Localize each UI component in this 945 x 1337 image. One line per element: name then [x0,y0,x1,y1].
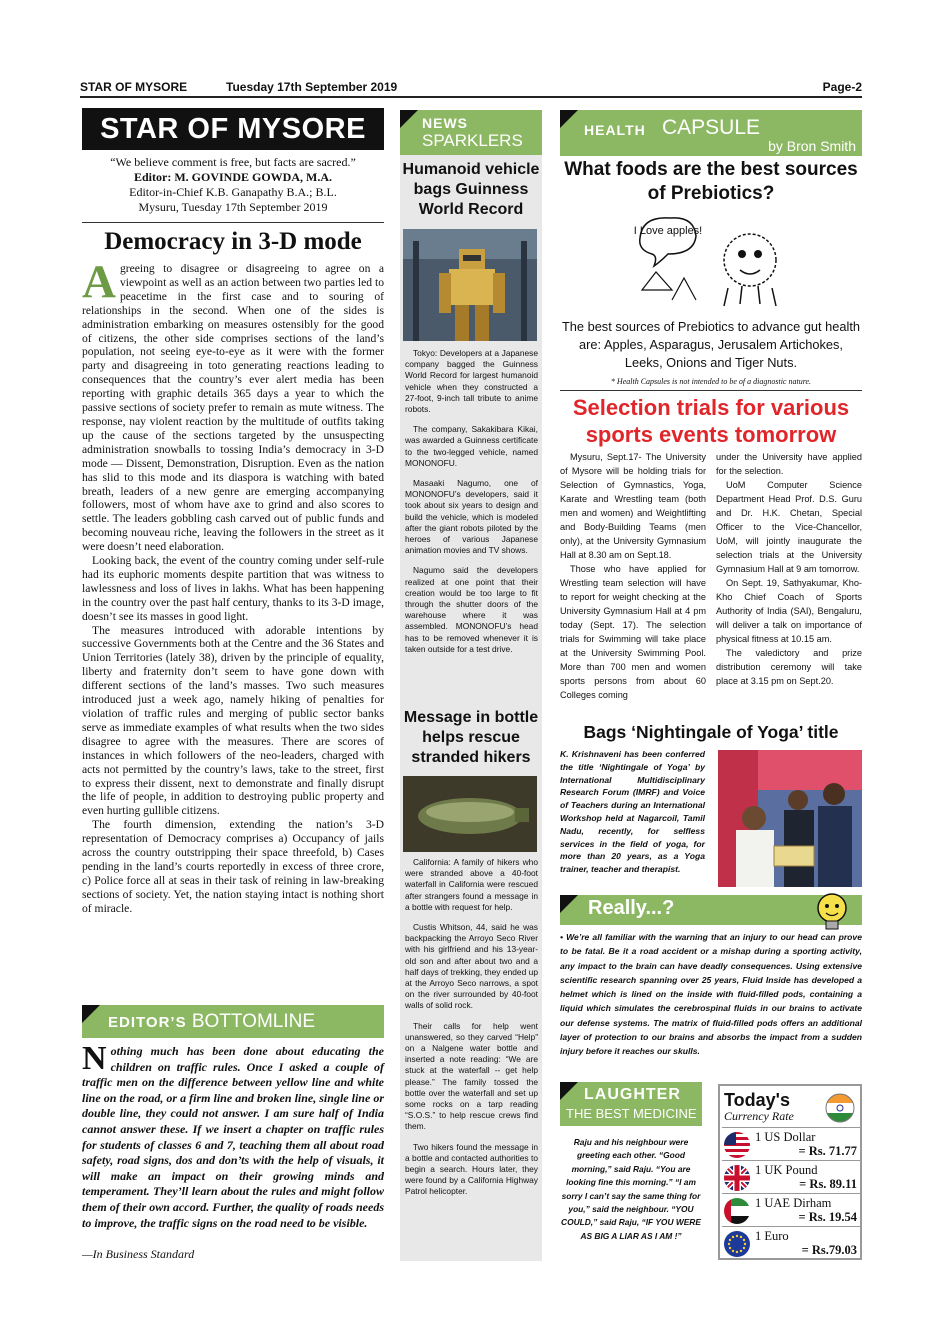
issue-date: Tuesday 17th September 2019 [226,80,398,94]
uk-flag-icon [723,1164,751,1192]
currency-value: = Rs.79.03 [801,1243,857,1257]
currency-name: 1 UAE Dirham [755,1196,832,1210]
drop-cap: N [82,1040,107,1077]
currency-name: 1 US Dollar [755,1130,816,1144]
sparklers-header [400,110,542,155]
story-paragraph: Nagumo said the developers realized at one point that their creation would be too large to fit through the shutter doors of the warehouse where it was assembled. MONONOFU’s head has to be removed whenever it is taken outside for a test drive. [405,565,538,654]
trials-paragraph: under the University have applied for the selection. [716,452,862,476]
editorial-paragraph: greeing to disagree or disagreeing to agree on a viewpoint as well as an action between two parties led to peacetime in the first case and to souring of relationships in the second. When one of the sides is administration embarking on measures ostensibly for the good of citizens, the other side comprises sections of the land’s population, not seeing eye-to-eye as it were with the former party and disagreeing in toto generating reactions leading to consequences that the country’s ever alert media has been reporting with graphic details 365 days a year to which the passive sections of society prefer to remain as mute witness. The response, nay violent reaction by the multitude of outfits taking up the cause of the sections targeted by the unsuspecting administration snowballs to tossing India’s democracy in 3-D mode — Dissent, Demonstration, Disruption. Even as the nation has slid to this mode and its diaspora is watching with bated breath, leaders of a new genre are emerging accompanying followers, most of whom have axe to grind and also scores to settle. The leaders gobbling cash carved out of public funds and becoming nouveau riche, leaving the followers in the street as it were doesn’t need elaboration. [82,262,384,554]
corner-decoration [400,110,418,128]
motto: “We believe comment is free, but facts are sacred.” [110,155,356,169]
health-answer: The best sources of Prebiotics to advance gut health are: Apples, Asparagus, Jerusalem Artichokes, Leeks, Onions and Tiger Nuts. [561,319,861,370]
story-paragraph: Custis Whitson, 44, said he was backpacking the Arroyo Seco River with his girlfriend and his 13-year-old son and after about two and a half days of trekking, they ended up at the Arroyo Seco narrows, a spot on the river surrounded by 40-foot walls of solid rock. [405,922,538,1011]
page-header [80,78,862,98]
editorial-title: Democracy in 3-D mode [104,228,362,255]
india-flag-icon [825,1093,855,1123]
currency-value: = Rs. 71.77 [798,1144,857,1158]
currency-value: = Rs. 89.11 [799,1177,857,1191]
story-body [405,857,538,1207]
editorial-paragraph: The fourth dimension, extending the nation’s 3-D representation of Democracy comprises a) Occupancy of jails across the country outstripping their space threefold, b) Cases pending in the land’s courts reportedly in excess of three crore, c) Police force all at seas in their task of reining in law-breaking sections of society. Yet, the nation staying intact is nothing short of miracle. [82,818,384,915]
yoga-text: K. Krishnaveni has been conferred the title ‘Nightingale of Yoga’ by International Multidisciplinary Research Forum (IMRF) and Voice of Teachers during an International Workshop held at Nagarcoil, Tamil Nadu, recently, for selfless services in the field of yoga, for more than 20 years, as a Yoga trainer, teacher and therapist. [560,749,705,875]
corner-decoration [560,110,578,128]
yoga-headline: Bags ‘Nightingale of Yoga’ title [583,722,839,742]
drop-cap: A [82,256,116,308]
health-head-1: HEALTH [584,122,646,138]
story-paragraph: California: A family of hikers who were stranded above a 40-foot waterfall in California were rescued after strangers found a message in a bottle with request for help. [405,857,538,912]
award-photo [718,750,862,887]
editor-in-chief-line: Editor-in-Chief K.B. Ganapathy B.A.; B.L. [129,185,337,199]
page-number: Page-2 [822,80,862,94]
story-paragraph: Tokyo: Developers at a Japanese company bagged the Guinness World Record for largest humanoid vehicle when they constructed a 27-foot, 9-inch tall tribute to anime robots. [405,348,538,415]
currency-row [722,1160,860,1193]
laughter-head-1: LAUGHTER [584,1086,681,1103]
story-paragraph: Two hikers found the message in a bottle and contacted authorities to begin a search. Hours later, they were found by a California Highway Patrol helicopter. [405,1141,538,1197]
health-head-2: CAPSULE [662,116,761,139]
laughter-header [560,1082,702,1126]
editorial-body [82,256,384,916]
lightbulb-icon [812,890,852,934]
dateline: Mysuru, Tuesday 17th September 2019 [138,200,328,214]
bottle-photo [403,776,537,852]
currency-name: 1 Euro [755,1229,789,1243]
cartoon-speech-line: I Love apples! [633,225,703,237]
sparklers-head-2: SPARKLERS [422,131,523,150]
editor-line: Editor: M. GOVINDE GOWDA, M.A. [134,170,332,184]
trials-paragraph: Those who have applied for Wrestling team selection will have to report for weight checking at the University Gymnasium Hall at 4 pm today (Sept. 17). The selection trials for Swimming will take place at the University Swimming Pool. More than 700 men and women sports persons from about 60 Colleges coming [560,564,706,700]
usa-flag-icon [723,1131,751,1159]
uae-flag-icon [723,1197,751,1225]
story-paragraph: The company, Sakakibara Kikai, was awarded a Guinness certificate to the two-legged vehicle, named MONONOFU. [405,424,538,468]
currency-row [722,1127,860,1160]
laughter-head-2: THE BEST MEDICINE [566,1106,697,1121]
publication-name: STAR OF MYSORE [80,80,188,94]
bottomline-text: othing much has been done about educating the children on traffic rules. Once I asked a couple of traffic men on the difference between yellow line and white line on the road, or a firm line and broken line, single line or double line, they could not answer. I am sure half of India cannot answer these. If we insert a chapter on traffic rules for students of classes 6 and 7, teaching them all about road safety, road signs, dos and don’ts with the help of visuals, it will make an impact on their growing minds and temperament. They’ll learn about the rules and might follow them of their own accord. Further, the quality of roads needs to improve, the traffic signs on the road need to be visible. [82,1044,384,1230]
story-title: Message in bottle helps rescue stranded hikers [403,709,539,766]
trials-paragraph: Mysuru, Sept.17- The University of Mysore will be holding trials for Selection of Gymnastics, Yoga, Karate and Wrestling team (both men and women) and Weightlifting and Body-Building Teams (men only), at the University Gymnasium Hall at 8.30 am on Sept.18. [560,452,706,560]
currency-name: 1 UK Pound [755,1163,818,1177]
trials-paragraph: The valedictory and prize distribution ceremony will take place at 3.15 pm on Sept.20. [716,648,862,686]
sparklers-head-1: NEWS [422,115,468,131]
currency-value: = Rs. 19.54 [798,1210,857,1224]
really-text: • We’re all familiar with the warning that an injury to our head can prove to be fatal. Be it a road accident or a mishap during a sporting activity, any impact to the brain can have deadly consequences. Using extensive scientific research spanning over 25 years, Fluid Inside has developed a helmet which is lined on the inside with fluid-filled pods, containing a liquid which simulates the cerebrospinal fluids in our brains to activate our defense systems. The matrix of fluid-filled pods offers an additional layer of protection to our brains and absorbs the impact from a sudden injury before it reaches our skulls. [560,932,862,1057]
currency-title: Today's [724,1090,790,1110]
currency-subtitle: Currency Rate [724,1109,794,1123]
bottomline-source: —In Business Standard [82,1247,195,1261]
divider [560,390,862,391]
story-title: Humanoid vehicle bags Guinness World Record [402,161,540,218]
laughter-joke: Raju and his neighbour were greeting each other. “Good morning,” said Raju. “You are looking fine this morning.” “I am sorry I can’t say the same thing for you,” said the neighbour. “YOU COULD,” said Raju, “IF YOU WERE AS BIG A LIAR AS I AM !” [561,1137,701,1241]
bottomline-head-bold: EDITOR’S [108,1014,187,1031]
robot-photo [403,229,537,341]
corner-decoration [560,895,578,913]
story-paragraph: Masaaki Nagumo, one of MONONOFU’s developers, said it took about six years to design and build the vehicle, which is modeled after the giant robots piloted by the heroes of various Japanese animation movies and TV shows. [405,478,538,556]
trials-column-1 [560,450,706,702]
currency-row [722,1193,860,1226]
health-header [560,110,862,156]
cartoon-illustration [632,210,792,310]
health-question: What foods are the best sources of Prebiotics? [564,159,858,204]
corner-decoration [82,1005,100,1023]
cartoon-speech [634,225,703,237]
editorial-paragraph: The measures introduced with adorable intentions by successive Governments both at the Centre and the 36 States and Union Territories (lately 38), driven by the principle of equality, liberty and fraternity don’t seem to have gone down with different sections of the land’s masses. Two such measures introduced just a week ago, namely hiking of penalties for violation of traffic rules and merging of public sector banks serve as immediate examples of what results when the two sides disagree to agree with the measures. There are scores of instances in which followers of the neo-leaders, charged with acts not permitted by the country’s laws, take to the street, first to express their dissent, next to demonstrate and finally disrupt the life of people, in addition to destroying public property and even hurting gullible citizens. [82,623,384,818]
trials-headline: Selection trials for various sports events tomorrow [572,395,850,447]
story-body [405,348,538,664]
trials-paragraph: On Sept. 19, Sathyakumar, Kho-Kho Chief Coach of Sports Authority of India (SAI), Bengaluru, will deliver a talk on importance of physical fitness at 10.15 am. [716,578,862,644]
bottomline-head-rest: BOTTOMLINE [191,1011,316,1032]
eu-flag-icon [723,1230,751,1258]
bottomline-body [82,1040,384,1231]
really-title: Really...? [588,897,675,919]
masthead-credits [82,155,384,215]
editorial-paragraph: Looking back, the event of the country coming under self-rule had its euphoric moments despite partition that was witness to lawlessness and loss of lives in lakhs. What has been happening in the country over the past half century, thanks to its 3-D image, doesn’t see its masses in good light. [82,554,384,623]
trials-column-2 [716,450,862,688]
trials-paragraph: UoM Computer Science Department Head Prof. D.S. Guru and Dr. H.K. Chetan, Special Officer to the Vice-Chancellor, UoM, will jointly inaugurate the selection trials at the University Gymnasium Hall at 9 am tomorrow. [716,480,862,574]
masthead-title: STAR OF MYSORE [82,108,384,150]
bottomline-header [82,1005,384,1038]
divider [82,222,384,223]
health-disclaimer: * Health Capsules is not intended to be of a diagnostic nature. [610,377,812,386]
really-paragraph: We’re all familiar with the warning that an injury to our head can prove to be fatal. Be it a road accident or a mishap during a sporting activity, any impact to the brain can have deadly consequences. Using extensive scientific research spanning over 25 years, Fluid Inside has developed a helmet which is lined on the inside with fluid-filled pods, containing a liquid which simulates the cerebrospinal fluids in our brains to activate our defense systems. The matrix of fluid-filled pods offers an additional layer of protection to our brains and absorbs the impact from a sudden injury before it reaches our skulls. [560,932,862,1057]
health-byline: by Bron Smith [768,138,856,154]
corner-decoration [560,1082,578,1100]
story-paragraph: Their calls for help went unanswered, so they carved “Help” on a Nalgene water bottle and inserted a note reading: “We are stuck at the waterfall -- get help please.” The family tossed the bottle over the waterfall and set up some rocks on a tarp reading “S.O.S.” to help rescue crews find them. [405,1020,538,1132]
currency-row [722,1226,860,1259]
